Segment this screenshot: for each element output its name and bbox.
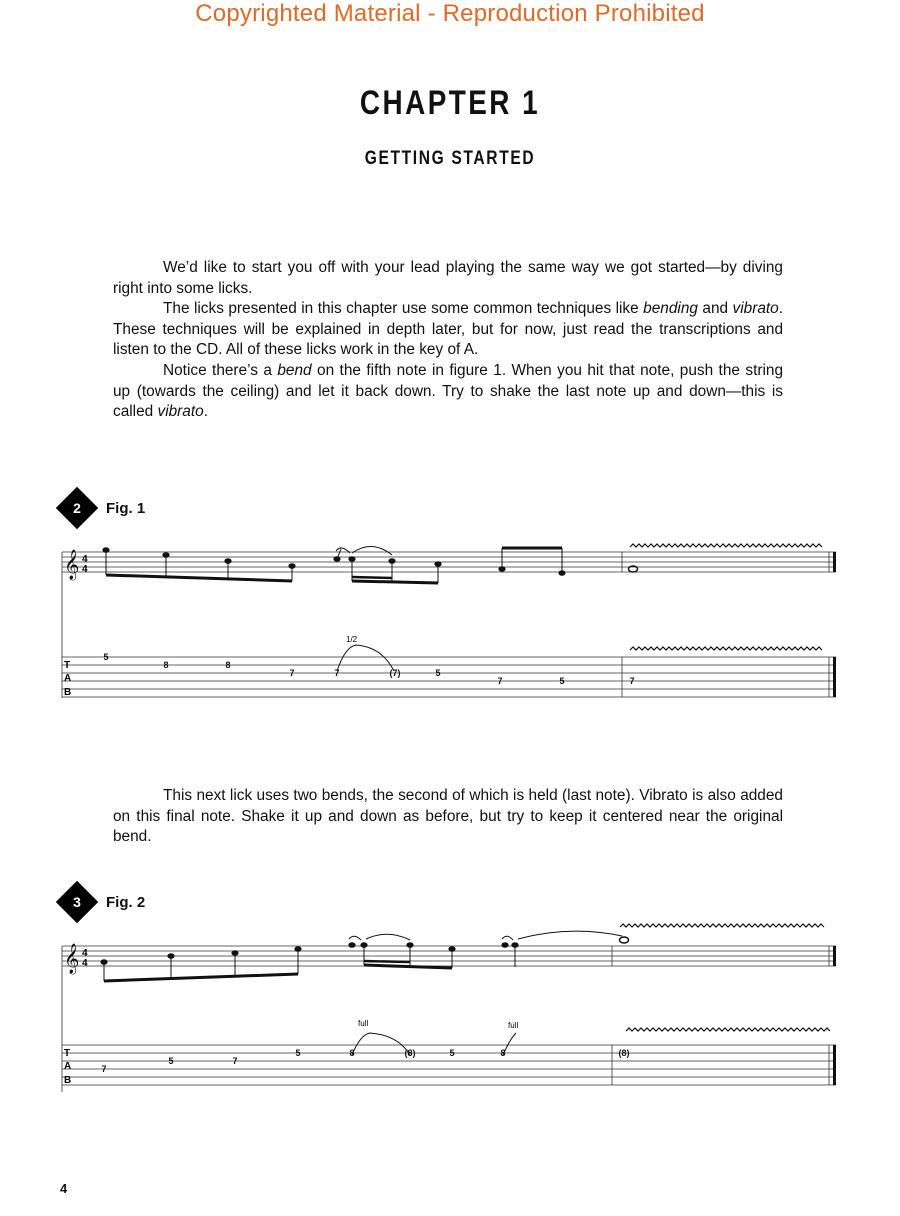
middle-paragraph: This next lick uses two bends, the second of which is held (last note). Vibrato is also added on this final note. Shake it up and down as before, but try to keep it centered near the original bend.: [113, 787, 783, 846]
tab-number: 8: [349, 1048, 355, 1058]
page-number: 4: [60, 1181, 68, 1196]
bend-label: 1/2: [346, 635, 358, 644]
tab-number: 7: [232, 1056, 238, 1066]
figure-label: Fig. 2: [106, 894, 146, 911]
treble-clef: 𝄞: [64, 943, 80, 973]
tab-number: 7: [334, 668, 340, 678]
intro-paragraph-2: The licks presented in this chapter use some common techniques like bending and vibrato. These techniques will be explained in depth later, but for now, just read the transcriptions and listen to the CD. All of these licks work in the key of A.: [113, 300, 784, 359]
intro-text: [113, 258, 783, 423]
tab-number: 7: [289, 668, 295, 678]
tab-letter-a: A: [64, 1061, 72, 1072]
tab-number: 5: [559, 676, 565, 686]
bend-label: full: [508, 1021, 519, 1030]
tab-number: 5: [435, 668, 441, 678]
tab-letter-t: T: [64, 1048, 71, 1059]
chapter-title: CHAPTER 1: [359, 84, 541, 122]
copyright-watermark: Copyrighted Material - Reproduction Prohibited: [195, 0, 705, 27]
tab-number: 5: [449, 1048, 455, 1058]
tab-number: 5: [295, 1048, 301, 1058]
tab-number: (8): [404, 1048, 416, 1058]
middle-text: [113, 786, 783, 848]
fig1-notation: [0, 535, 900, 715]
tab-number: 8: [163, 660, 169, 670]
time-sig-top: 4: [82, 948, 88, 959]
time-sig-bottom: 4: [82, 958, 88, 969]
tab-number: (8): [618, 1048, 630, 1058]
tab-letter-b: B: [64, 1075, 72, 1086]
tab-number: 5: [103, 652, 109, 662]
tab-number: 5: [168, 1056, 174, 1066]
tab-letter-t: T: [64, 660, 71, 671]
tab-number: (7): [389, 668, 401, 678]
tab-number: 7: [629, 676, 635, 686]
tab-number: 7: [497, 676, 503, 686]
tab-number: 7: [101, 1064, 107, 1074]
chapter-subtitle: GETTING STARTED: [364, 148, 536, 169]
intro-paragraph-1: We’d like to start you off with your lead playing the same way we got started—by diving right into some licks.: [113, 259, 783, 297]
fig2-notation: [0, 925, 900, 1105]
time-sig-bottom: 4: [82, 564, 88, 575]
tab-number: 8: [225, 660, 231, 670]
cd-track-number: 3: [73, 894, 81, 910]
bend-label: full: [358, 1019, 369, 1028]
tab-letter-b: B: [64, 687, 72, 698]
figure-label: Fig. 1: [106, 500, 146, 517]
cd-track-number: 2: [73, 500, 81, 516]
treble-clef: 𝄞: [64, 549, 80, 579]
time-sig-top: 4: [82, 554, 88, 565]
tab-number: 8: [500, 1048, 506, 1058]
tab-letter-a: A: [64, 673, 72, 684]
intro-paragraph-3: Notice there’s a bend on the fifth note in figure 1. When you hit that note, push the string up (towards the ceiling) and let it back down. Try to shake the last note up and down—this is called vibrato.: [113, 361, 784, 421]
